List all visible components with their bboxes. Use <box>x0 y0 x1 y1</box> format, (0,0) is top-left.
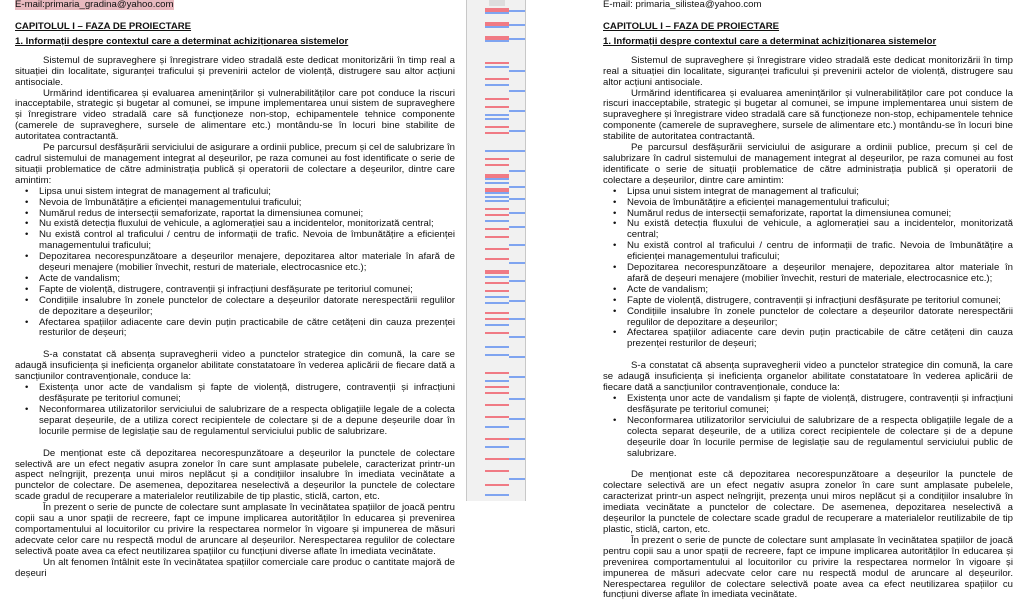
diff-added-marker[interactable] <box>509 458 525 460</box>
list-item: • Existența unor acte de vandalism și fapte de violență, distrugere, contravenții și infracțiuni desfășurate pe teritoriul comunei; <box>603 394 1013 416</box>
diff-removed-marker[interactable] <box>485 312 509 314</box>
diff-overview-bar[interactable] <box>485 0 509 501</box>
diff-removed-marker[interactable] <box>485 386 509 388</box>
diff-removed-marker[interactable] <box>485 372 509 374</box>
diff-added-marker[interactable] <box>509 438 525 440</box>
bullet-list <box>603 187 1013 351</box>
diff-added-marker[interactable] <box>509 280 525 282</box>
diff-added-marker[interactable] <box>485 354 509 356</box>
diff-added-marker[interactable] <box>485 66 509 68</box>
diff-added-marker[interactable] <box>509 478 525 480</box>
diff-added-marker[interactable] <box>509 262 525 264</box>
chapter-heading: CAPITOLUL I – FAZA DE PROIECTARE <box>15 21 192 32</box>
diff-added-marker[interactable] <box>509 38 525 40</box>
diff-added-marker[interactable] <box>485 182 509 184</box>
diff-removed-marker[interactable] <box>485 438 509 440</box>
diff-removed-marker[interactable] <box>485 392 509 394</box>
email-text: E-mail:primaria_gradina@yahoo.com <box>15 0 174 10</box>
diff-gutter[interactable] <box>466 0 526 501</box>
diff-removed-marker[interactable] <box>485 132 509 134</box>
paragraph: Urmărind identificarea și evaluarea amenințărilor și vulnerabilităților care pot conduce la riscuri inacceptabile, strategic și bugetar al comunei, se impune implementarea unui sistem de supraveghere și înregistrare video stradală care să funcționeze non-stop, echipamentele tehnice componente (camerele de supraveghere, sursele de alimentare etc.) montându-se în locuri bine stabilite de autoritatea contractantă. <box>15 87 455 143</box>
diff-added-marker[interactable] <box>485 12 509 14</box>
paragraph: Pe parcursul desfășurării serviciului de asigurare a ordinii publice, precum și cel de salubrizare în cadrul sistemului de management integrat al deșeurilor, pe raza comunei au fost identificate o serie de situații problematice de către administrația publică și operatorii de colectare a deșeurilor, dintre care amintim: <box>15 142 455 186</box>
list-item: • Depozitarea necorespunzătoare a deșeurilor menajere, depozitarea altor materiale în afară de deșeuri menajere (mobilier învechit, resturi de materiale, electrocasnice etc.); <box>603 263 1013 285</box>
list-item: • Condițiile insalubre în zonele punctelor de colectare a deșeurilor datorate nerespectării regulilor de depozitare a deșeurilor; <box>15 296 455 318</box>
list-item: • Depozitarea necorespunzătoare a deșeurilor menajere, depozitarea altor materiale în afară de deșeuri menajere (mobilier învechit, resturi de materiale, electrocasnice etc.); <box>15 252 455 274</box>
diff-removed-marker[interactable] <box>485 98 509 100</box>
list-item: • Acte de vandalism; <box>603 285 1013 296</box>
diff-added-marker[interactable] <box>509 398 525 400</box>
list-item: • Numărul redus de intersecții semaforizate, raportat la dimensiunea comunei; <box>603 209 1013 220</box>
diff-removed-marker[interactable] <box>485 458 509 460</box>
diff-removed-marker[interactable] <box>485 126 509 128</box>
paragraph: În prezent o serie de puncte de colectare sunt amplasate în vecinătatea spațiilor de joacă pentru copii sau a unor spații de recreere, fapt ce impune implicarea autorităților în educarea și prevenirea comportamentului al locuitorilor cu privire la respectarea normelor în vigoare și impunerea de măsuri adecvate celor care nu respectă modul de aruncare al deșeurilor. Nerespectarea regulilor de colectare selectivă poate avea ca efect neutilizarea spațiilor cu funcțiuni diverse aflate în imediata vecinătate. <box>603 534 1013 601</box>
list-item: • Nu există control al traficului / centru de informații de trafic. Nevoia de îmbunătățire a eficienței managementului traficului; <box>603 241 1013 263</box>
diff-removed-marker[interactable] <box>485 270 509 274</box>
diff-added-marker[interactable] <box>485 178 509 180</box>
list-item: • Lipsa unui sistem integrat de management al traficului; <box>603 187 1013 198</box>
list-item: • Lipsa unui sistem integrat de management al traficului; <box>15 187 455 198</box>
diff-added-marker[interactable] <box>509 186 525 188</box>
diff-removed-marker[interactable] <box>485 228 509 230</box>
diff-added-marker[interactable] <box>509 90 525 92</box>
list-item: • Acte de vandalism; <box>15 274 455 285</box>
diff-added-marker[interactable] <box>509 226 525 228</box>
diff-added-marker[interactable] <box>509 212 525 214</box>
diff-added-marker[interactable] <box>485 220 509 222</box>
diff-added-marker[interactable] <box>509 198 525 200</box>
email-line <box>603 0 1013 11</box>
diff-removed-marker[interactable] <box>485 164 509 166</box>
diff-added-marker[interactable] <box>485 302 509 304</box>
diff-added-marker[interactable] <box>485 84 509 86</box>
diff-removed-marker[interactable] <box>485 106 509 108</box>
diff-added-marker[interactable] <box>485 346 509 348</box>
diff-added-marker[interactable] <box>485 40 509 42</box>
paragraph: Pe parcursul desfășurării serviciului de asigurare a ordinii publice, precum și cel de salubrizare în cadrul sistemului de management integrat al deșeurilor, pe raza comunei au fost identificate o serie de situații problematice de către administrația publică și operatorii de colectare a deșeurilor, dintre care amintim: <box>603 142 1013 186</box>
paragraph: De menționat este că depozitarea necorespunzătoare a deșeurilor la punctele de colectare selectivă are un efect negativ asupra zonelor în care sunt amplasate pubelele, caracterizat printr-un aspect neîngrijit, prezența unui miros neplăcut și a condițiilor insalubre în imediata vecinătate a punctelor de colectare. De asemenea, depozitarea neselectivă a deșeurilor la punctele de colectare scade gradul de recuperare a materialelor reutilizabile de tip plastic, sticlă, carton, etc. <box>15 447 455 503</box>
list-item: • Existența unor acte de vandalism și fapte de violență, distrugere, contravenții și infracțiuni desfășurate pe teritoriul comunei; <box>15 383 455 405</box>
email-text: E-mail: primaria_silistea@yahoo.com <box>603 0 762 10</box>
paragraph: S-a constatat că absența supravegherii video a punctelor strategice din comună, la care se adaugă insuficiența și ineficiența organelor abilitate constatatoare în vederea aplicării de fiecare dată a sancțiunilor contravenționale, conduce la: <box>603 360 1013 394</box>
diff-removed-marker[interactable] <box>485 404 509 406</box>
diff-added-marker[interactable] <box>509 376 525 378</box>
diff-added-marker[interactable] <box>485 192 509 194</box>
paragraph: De menționat este că depozitarea necorespunzătoare a deșeurilor la punctele de colectare selectivă are un efect negativ asupra zonelor în care sunt amplasate pubelele, caracterizat printr-un aspect neîngrijit, prezența unui miros neplăcut și a condițiilor insalubre în imediata vecinătate a punctelor de colectare. De asemenea, depozitarea neselectivă a deșeurilor la punctele de colectare scade gradul de recuperare a materialelor reutilizabile de tip plastic, sticlă, carton, etc. <box>603 469 1013 535</box>
paragraph: Sistemul de supraveghere și înregistrare video stradală este dedicat monitorizării în timp real a situației din localitate, siguranței traficului și prevenirii actelor de violență, distrugere sau altor acțiuni antisociale. <box>603 54 1013 88</box>
left-document-pane[interactable] <box>0 0 466 579</box>
diff-added-marker[interactable] <box>485 150 509 152</box>
diff-added-marker[interactable] <box>509 70 525 72</box>
diff-added-marker[interactable] <box>485 196 509 198</box>
paragraph: S-a constatat că absența supravegherii video a punctelor strategice din comună, la care se adaugă insuficiența și ineficiența organelor abilitate constatatoare în vederea aplicării de fiecare dată a sancțiunilor contravenționale, conduce la: <box>15 349 455 383</box>
diff-added-marker[interactable] <box>485 380 509 382</box>
diff-removed-marker[interactable] <box>485 318 509 320</box>
diff-removed-marker[interactable] <box>485 470 509 472</box>
list-item: • Neconformarea utilizatorilor serviciului de salubrizare de a respecta obligațiile legale de a colecta separat deșeurile, de a utiliza corect recipientele de colectare și de a depune deșeurile doar în locurile permise de legislație sau de regulamentul serviciului public de salubrizare. <box>603 416 1013 460</box>
diff-removed-marker[interactable] <box>485 236 509 238</box>
list-item: • Nu există detecția fluxului de vehicule, a aglomerației sau a incidentelor, monitorizată central; <box>603 219 1013 241</box>
email-line <box>15 0 455 11</box>
diff-added-marker[interactable] <box>509 170 525 172</box>
bullet-list <box>15 383 455 438</box>
diff-removed-marker[interactable] <box>485 290 509 292</box>
list-item: • Nevoia de îmbunătățire a eficienței managementului traficului; <box>15 198 455 209</box>
section-heading: 1. Informații despre contextul care a determinat achiziționarea sistemelor <box>15 35 349 47</box>
diff-removed-marker[interactable] <box>485 214 509 216</box>
paragraph: Sistemul de supraveghere și înregistrare video stradală este dedicat monitorizării în timp real a situației din localitate, siguranței traficului și prevenirii actelor de violență, distrugere sau altor acțiuni antisociale. <box>15 54 455 88</box>
diff-added-marker[interactable] <box>509 336 525 338</box>
diff-removed-marker[interactable] <box>485 484 509 486</box>
diff-removed-marker[interactable] <box>485 208 509 210</box>
right-document <box>603 0 1013 601</box>
list-item: • Fapte de violență, distrugere, contravenții și infracțiuni desfășurate pe teritoriul comunei; <box>15 285 455 296</box>
bullet-list <box>15 187 455 340</box>
paragraph: Un alt fenomen întâlnit este în vecinătatea spațiilor comerciale care produc o cantitate majoră de deșeuri <box>15 556 455 579</box>
diff-added-marker[interactable] <box>485 276 509 278</box>
list-item: • Nu există control al traficului / centru de informații de trafic. Nevoia de îmbunătățire a eficienței managementului traficului; <box>15 230 455 252</box>
diff-added-marker[interactable] <box>485 324 509 326</box>
bullet-list <box>603 394 1013 459</box>
diff-removed-marker[interactable] <box>485 248 509 250</box>
left-document <box>15 0 455 580</box>
list-item: • Afectarea spațiilor adiacente care devin puțin practicabile de către cetățeni din cauza prezenței resturilor de deșeuri; <box>603 328 1013 350</box>
diff-added-marker[interactable] <box>509 150 525 152</box>
diff-removed-marker[interactable] <box>485 282 509 284</box>
diff-added-marker[interactable] <box>509 24 525 26</box>
diff-added-marker[interactable] <box>485 26 509 28</box>
diff-removed-marker[interactable] <box>485 258 509 260</box>
diff-added-marker[interactable] <box>485 426 509 428</box>
diff-removed-marker[interactable] <box>485 158 509 160</box>
diff-added-marker[interactable] <box>509 418 525 420</box>
diff-added-marker[interactable] <box>509 10 525 12</box>
list-item: • Condițiile insalubre în zonele punctelor de colectare a deșeurilor datorate nerespectării regulilor de depozitare a deșeurilor; <box>603 307 1013 329</box>
diff-removed-marker[interactable] <box>485 62 509 64</box>
diff-added-marker[interactable] <box>509 318 525 320</box>
list-item: • Afectarea spațiilor adiacente care devin puțin practicabile de către cetățeni din cauza prezenței resturilor de deșeuri; <box>15 318 455 340</box>
diff-removed-marker[interactable] <box>485 332 509 334</box>
chapter-heading: CAPITOLUL I – FAZA DE PROIECTARE <box>603 21 780 32</box>
list-item: • Nu există detecția fluxului de vehicule, a aglomerației sau a incidentelor, monitorizată central; <box>15 219 455 230</box>
list-item: • Fapte de violență, distrugere, contravenții și infracțiuni desfășurate pe teritoriul comunei; <box>603 296 1013 307</box>
diff-added-marker[interactable] <box>485 114 509 116</box>
section-heading: 1. Informații despre contextul care a determinat achiziționarea sistemelor <box>603 35 937 47</box>
diff-added-marker[interactable] <box>485 118 509 120</box>
list-item: • Neconformarea utilizatorilor serviciului de salubrizare de a respecta obligațiile legale de a colecta separat deșeurile, de a utiliza corect recipientele de colectare și de a depune deșeurile doar în locurile permise de legislație sau de regulamentul serviciului public de salubrizare. <box>15 405 455 438</box>
diff-added-marker[interactable] <box>509 110 525 112</box>
right-document-pane[interactable] <box>526 0 1024 601</box>
diff-added-marker[interactable] <box>485 296 509 298</box>
diff-added-marker[interactable] <box>509 244 525 246</box>
paragraph: În prezent o serie de puncte de colectare sunt amplasate în vecinătatea spațiilor de joacă pentru copii sau a unor spații de recreere, fapt ce impune implicarea autorităților în educarea și prevenirea comportamentului al locuitorilor cu privire la respectarea normelor în vigoare și impunerea de măsuri adecvate celor care nu respectă modul de aruncare al deșeurilor. Nerespectarea regulilor de colectare selectivă poate avea ca efect neutilizarea spațiilor cu funcțiuni diverse aflate în imediata vecinătate. <box>15 502 455 557</box>
paragraph: Urmărind identificarea și evaluarea amenințărilor și vulnerabilităților care pot conduce la riscuri inacceptabile, strategic și bugetar al comunei, se impune implementarea unui sistem de supraveghere și înregistrare video stradală care să funcționeze non-stop, echipamentele tehnice componente (camerele de supraveghere, sursele de alimentare etc.) montându-se în locuri bine stabilite de autoritatea contractantă. <box>603 87 1013 143</box>
diff-added-marker[interactable] <box>485 446 509 448</box>
diff-removed-marker[interactable] <box>485 78 509 80</box>
diff-added-marker[interactable] <box>485 200 509 202</box>
list-item: • Numărul redus de intersecții semaforizate, raportat la dimensiunea comunei; <box>15 209 455 220</box>
diff-added-marker[interactable] <box>509 130 525 132</box>
diff-added-marker[interactable] <box>509 356 525 358</box>
diff-added-marker[interactable] <box>509 300 525 302</box>
diff-added-marker[interactable] <box>485 494 509 496</box>
list-item: • Nevoia de îmbunătățire a eficienței managementului traficului; <box>603 198 1013 209</box>
diff-removed-marker[interactable] <box>485 416 509 418</box>
